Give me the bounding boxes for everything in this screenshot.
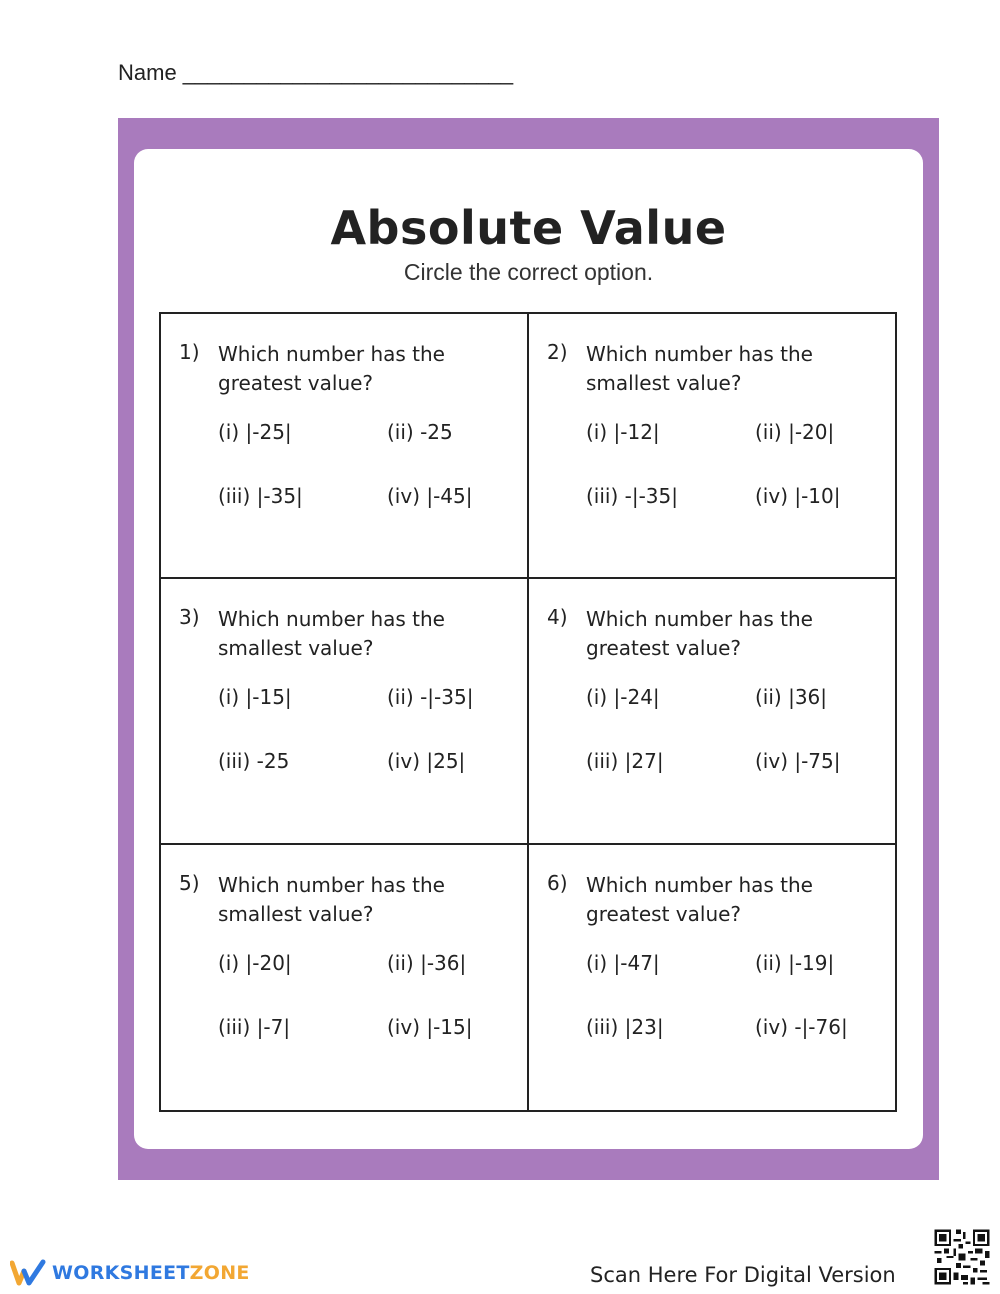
option-iv[interactable]: (iv) |25| bbox=[387, 749, 466, 774]
option-iii[interactable]: (iii) |-7| bbox=[218, 1014, 291, 1039]
option-iii[interactable]: (iii) |-35| bbox=[218, 484, 303, 508]
scan-label: Scan Here For Digital Version bbox=[590, 1263, 896, 1287]
question-cell-5 bbox=[161, 845, 529, 1110]
option-i[interactable]: (i) |-20| bbox=[218, 950, 292, 975]
option-iii[interactable]: (iii) |23| bbox=[586, 1014, 664, 1039]
question-cell-2 bbox=[529, 314, 897, 579]
option-iii[interactable]: (iii) |27| bbox=[586, 749, 664, 774]
brand-name bbox=[52, 1262, 250, 1284]
question-grid bbox=[159, 312, 897, 1112]
question-number: 6) bbox=[547, 870, 568, 895]
option-ii[interactable]: (ii) |36| bbox=[755, 685, 828, 710]
question-number: 2) bbox=[547, 340, 568, 364]
option-iv[interactable]: (iv) |-15| bbox=[387, 1014, 473, 1039]
question-text: Which number has the smallest value? bbox=[218, 607, 445, 661]
w-logo-icon bbox=[10, 1259, 46, 1287]
question-cell-3 bbox=[161, 579, 529, 844]
worksheet-frame bbox=[118, 118, 939, 1180]
question-number: 1) bbox=[179, 340, 200, 364]
question-cell-6 bbox=[529, 845, 897, 1110]
option-i[interactable]: (i) |-25| bbox=[218, 420, 292, 444]
option-iv[interactable]: (iv) |-75| bbox=[755, 749, 841, 774]
option-iii[interactable]: (iii) -25 bbox=[218, 749, 290, 774]
option-ii[interactable]: (ii) -25 bbox=[387, 420, 453, 444]
question-text: Which number has the smallest value? bbox=[586, 342, 813, 395]
option-i[interactable]: (i) |-12| bbox=[586, 420, 660, 444]
option-iv[interactable]: (iv) |-45| bbox=[387, 484, 473, 508]
question-cell-1 bbox=[161, 314, 529, 579]
brand-logo[interactable] bbox=[10, 1258, 250, 1288]
option-ii[interactable]: (ii) -|-35| bbox=[387, 685, 474, 710]
option-i[interactable]: (i) |-24| bbox=[586, 685, 660, 710]
qr-code-icon[interactable] bbox=[932, 1227, 992, 1287]
option-iv[interactable]: (iv) |-10| bbox=[755, 484, 841, 508]
brand-name-part2: ZONE bbox=[189, 1262, 250, 1284]
option-ii[interactable]: (ii) |-19| bbox=[755, 950, 835, 975]
question-text: Which number has the greatest value? bbox=[586, 607, 813, 661]
question-number: 5) bbox=[179, 870, 200, 895]
name-field-label: Name ___________________________ bbox=[118, 60, 514, 85]
option-iv[interactable]: (iv) -|-76| bbox=[755, 1014, 848, 1039]
question-number: 4) bbox=[547, 605, 568, 630]
option-iii[interactable]: (iii) -|-35| bbox=[586, 484, 678, 508]
question-number: 3) bbox=[179, 605, 200, 630]
worksheet-card bbox=[134, 149, 923, 1149]
question-cell-4 bbox=[529, 579, 897, 844]
question-text: Which number has the greatest value? bbox=[218, 342, 445, 395]
question-text: Which number has the smallest value? bbox=[218, 872, 445, 926]
option-i[interactable]: (i) |-47| bbox=[586, 950, 660, 975]
brand-name-part1: WORKSHEET bbox=[52, 1262, 190, 1284]
option-ii[interactable]: (ii) |-36| bbox=[387, 950, 467, 975]
option-i[interactable]: (i) |-15| bbox=[218, 685, 292, 710]
question-text: Which number has the greatest value? bbox=[586, 872, 813, 926]
worksheet-title: Absolute Value bbox=[330, 201, 727, 255]
worksheet-instruction: Circle the correct option. bbox=[403, 259, 654, 285]
option-ii[interactable]: (ii) |-20| bbox=[755, 420, 835, 444]
